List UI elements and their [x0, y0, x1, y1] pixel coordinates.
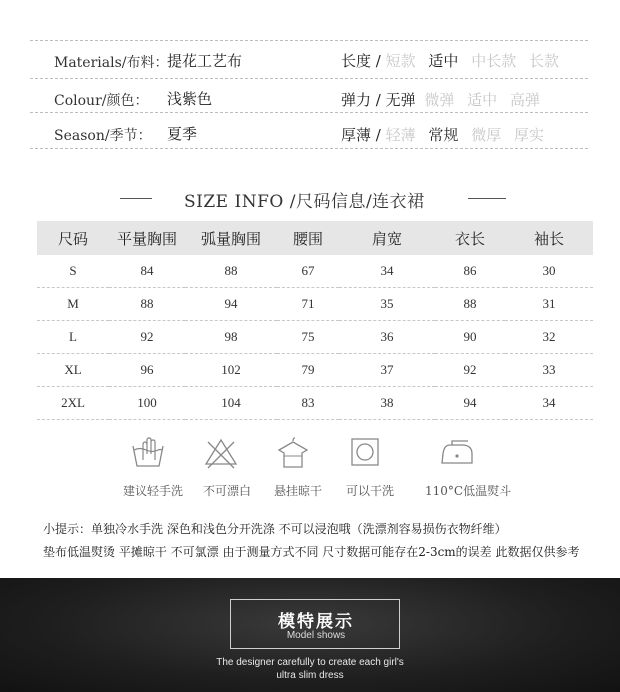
table-cell: 88 [185, 255, 277, 288]
table-cell: 34 [339, 255, 435, 288]
season-value: 夏季 [167, 125, 198, 143]
attr-divider-2 [30, 112, 588, 113]
size-info-title: SIZE INFO /尺码信息/连衣裙 [184, 192, 425, 212]
length-option-long: 长款 [529, 52, 560, 70]
header-sleeve: 袖长 [505, 221, 593, 255]
table-cell: 90 [435, 321, 505, 354]
table-cell: 102 [185, 354, 277, 387]
care-label-dry-clean: 可以干洗 [346, 484, 395, 498]
table-cell: 35 [339, 288, 435, 321]
no-bleach-icon [203, 436, 239, 470]
care-label-hand-wash: 建议轻手洗 [123, 484, 184, 498]
table-cell: 88 [435, 288, 505, 321]
elasticity-option-high: 高弹 [509, 91, 540, 109]
table-cell: 67 [277, 255, 339, 288]
tip-line-2: 垫布低温熨烫 平摊晾干 不可氯漂 由于测量方式不同 尺寸数据可能存在2-3cm的误差 此数据仅供参考 [43, 545, 580, 559]
table-cell: 36 [339, 321, 435, 354]
table-cell: 38 [339, 387, 435, 420]
attr-divider-3 [30, 148, 588, 149]
table-cell: 88 [109, 288, 185, 321]
table-cell: 34 [505, 387, 593, 420]
season-label: Season/季节： [54, 128, 152, 144]
model-show-subtitle: Model shows [286, 630, 346, 641]
header-waist: 腰围 [277, 221, 339, 255]
thickness-option-thick: 微厚 [471, 126, 502, 144]
length-key: 长度 / [341, 52, 381, 70]
length-option-short: 短款 [385, 52, 416, 70]
care-label-no-bleach: 不可漂白 [203, 484, 252, 498]
table-cell: 71 [277, 288, 339, 321]
table-cell: 83 [277, 387, 339, 420]
table-cell: 37 [339, 354, 435, 387]
thickness-option-heavy: 厚实 [514, 126, 545, 144]
care-label-hang-dry: 悬挂晾干 [274, 484, 323, 498]
header-shoulder: 肩宽 [339, 221, 435, 255]
size-cell: S [37, 255, 109, 288]
length-options [341, 50, 559, 71]
thickness-options [341, 124, 544, 145]
title-line-left [120, 198, 152, 199]
header-size: 尺码 [37, 221, 109, 255]
hang-dry-icon [275, 436, 311, 470]
elasticity-key: 弹力 / 无弹 [341, 91, 416, 109]
banner-text-line-1: The designer carefully to create each girl's [216, 657, 404, 668]
thickness-key: 厚薄 / [341, 126, 381, 144]
table-cell: 94 [185, 288, 277, 321]
materials-value: 提花工艺布 [167, 52, 243, 70]
table-cell: 92 [435, 354, 505, 387]
table-cell: 30 [505, 255, 593, 288]
table-row [37, 354, 593, 387]
table-row [37, 288, 593, 321]
materials-label: Materials/布料： [54, 55, 169, 71]
colour-value: 浅紫色 [167, 90, 213, 108]
size-cell: XL [37, 354, 109, 387]
table-cell: 96 [109, 354, 185, 387]
size-cell: L [37, 321, 109, 354]
size-table [37, 221, 593, 420]
attr-divider-1 [30, 78, 588, 79]
length-option-midlong: 中长款 [471, 52, 517, 70]
header-arc-bust: 弧量胸围 [185, 221, 277, 255]
top-divider [30, 40, 588, 41]
table-cell: 100 [109, 387, 185, 420]
care-label-iron: 110°C低温熨斗 [425, 484, 512, 498]
table-cell: 92 [109, 321, 185, 354]
table-cell: 86 [435, 255, 505, 288]
table-cell: 104 [185, 387, 277, 420]
table-cell: 33 [505, 354, 593, 387]
table-row [37, 321, 593, 354]
size-cell: 2XL [37, 387, 109, 420]
elasticity-option-slight: 微弹 [424, 91, 455, 109]
header-length: 衣长 [435, 221, 505, 255]
elasticity-options [341, 89, 540, 110]
length-option-medium: 适中 [428, 52, 459, 70]
table-cell: 79 [277, 354, 339, 387]
table-cell: 94 [435, 387, 505, 420]
dry-clean-icon [347, 436, 383, 470]
iron-icon [438, 436, 476, 470]
banner-text-line-2: ultra slim dress [276, 670, 344, 681]
table-cell: 98 [185, 321, 277, 354]
table-row [37, 387, 593, 420]
size-table-header-row [37, 221, 593, 255]
table-cell: 31 [505, 288, 593, 321]
table-cell: 32 [505, 321, 593, 354]
thickness-option-thin: 轻薄 [385, 126, 416, 144]
table-cell: 75 [277, 321, 339, 354]
colour-label: Colour/颜色： [54, 93, 149, 109]
thickness-option-regular: 常规 [428, 126, 459, 144]
model-show-title-box [230, 599, 400, 649]
hand-wash-icon [130, 436, 166, 470]
elasticity-option-medium: 适中 [467, 91, 498, 109]
tip-line-1: 小提示：单独冷水手洗 深色和浅色分开洗涤 不可以浸泡哦（洗漂剂容易损伤衣物纤维） [43, 522, 507, 536]
care-icons-row [0, 436, 620, 476]
header-flat-bust: 平量胸围 [109, 221, 185, 255]
model-show-title: 模特展示 [278, 612, 354, 632]
size-cell: M [37, 288, 109, 321]
table-row [37, 255, 593, 288]
table-cell: 84 [109, 255, 185, 288]
title-line-right [468, 198, 506, 199]
